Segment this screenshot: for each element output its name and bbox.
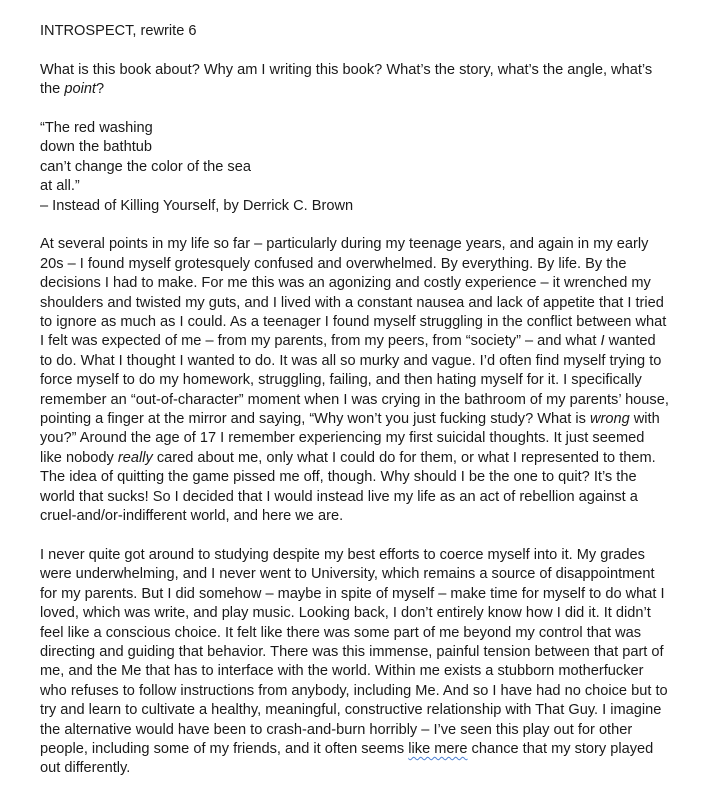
intro-text: What is this book about? Why am I writing this book? What’s the story, what’s the angle, what’s the (40, 61, 653, 98)
document-title-text: INTROSPECT, rewrite 6 (40, 23, 197, 39)
epigraph-line: down the bathtub (40, 139, 152, 156)
epigraph-line: can’t change the color of the sea (40, 158, 251, 175)
intro-text-end: ? (96, 81, 105, 98)
body-paragraph-1 (40, 235, 670, 526)
intro-paragraph (40, 61, 670, 100)
epigraph-line: “The red washing (40, 120, 153, 136)
epigraph-attribution: – Instead of Killing Yourself, by Derrick C. Brown (40, 197, 354, 214)
paragraph-text: At several points in my life so far – particularly during my teenage years, and again in my early 20s – I found myself grotesquely confused and overwhelmed. By everything. By life. By the decisions I had to make. For me this was an agonizing and costly experience – it wrenched my shoulders and twisted my guts, and I lived with a constant nausea and lack of appetite that I tried to ignore as much as I could. As a teenager I found myself struggling in the conflict between what I felt was expected of me – from my parents, from my peers, from “society” – and what (40, 236, 667, 350)
paragraph-text: chance that my story played out differently. (40, 740, 654, 777)
paragraph-text: wanted to do. What I thought I wanted to do. It was all so murky and vague. I’d often find myself trying to force myself to do my homework, struggling, failing, and then hating myself for it. I specifically remember an “out-of-character” moment when I was crying in the bathroom of my parents’ house, pointing a finger at the mirror and saying, “Why won’t you just fucking study? What is (40, 333, 669, 428)
paragraph-text: with you?” Around the age of 17 I remember experiencing my first suicidal thoughts. It just seemed like nobody (40, 411, 660, 466)
document-page[interactable] (40, 22, 670, 798)
intro-emphasis-point: point (64, 81, 96, 98)
emphasis-text: really (117, 449, 153, 466)
paragraph-text: I never quite got around to studying despite my best efforts to coerce myself into it. My grades were underwhelming, and I never went to University, which remains a source of disappointment for my parents. But I did somehow – maybe in spite of myself – make time for myself to do what I loved, which was write, and play music. Looking back, I don’t entirely know how I did it. It didn’t feel like a conscious choice. It felt like there was some part of me beyond my control that was directing and guiding that behavior. There was this immense, painful tension between that part of me, and the Me that has to interface with the world. Within me exists a stubborn motherfucker who refuses to follow instructions from anybody, including Me. And so I have had no choice but to try and learn to cultivate a healthy, meaningful, constructive relationship with That Guy. I imagine the alternative would have been to crash-and-burn horribly – I’ve seen this play out for other people, including some of my friends, and it often seems (40, 546, 668, 757)
emphasis-text: wrong (589, 411, 630, 428)
paragraph-text: cared about me, only what I could do for them, or what I represented to them. The idea of quitting the game pissed me off, though. Why should I be the one to quit? It’s the world that sucks! So I decided that I would instead live my life as an act of rebellion against a cruel-and/or-indifferent world, and here we are. (40, 449, 656, 525)
emphasis-text: I (600, 333, 605, 350)
epigraph (40, 119, 670, 216)
body-paragraph-2 (40, 546, 670, 779)
document-title (40, 22, 670, 41)
spellcheck-flagged-text[interactable]: like mere (408, 740, 468, 757)
epigraph-line: at all.” (40, 178, 80, 195)
